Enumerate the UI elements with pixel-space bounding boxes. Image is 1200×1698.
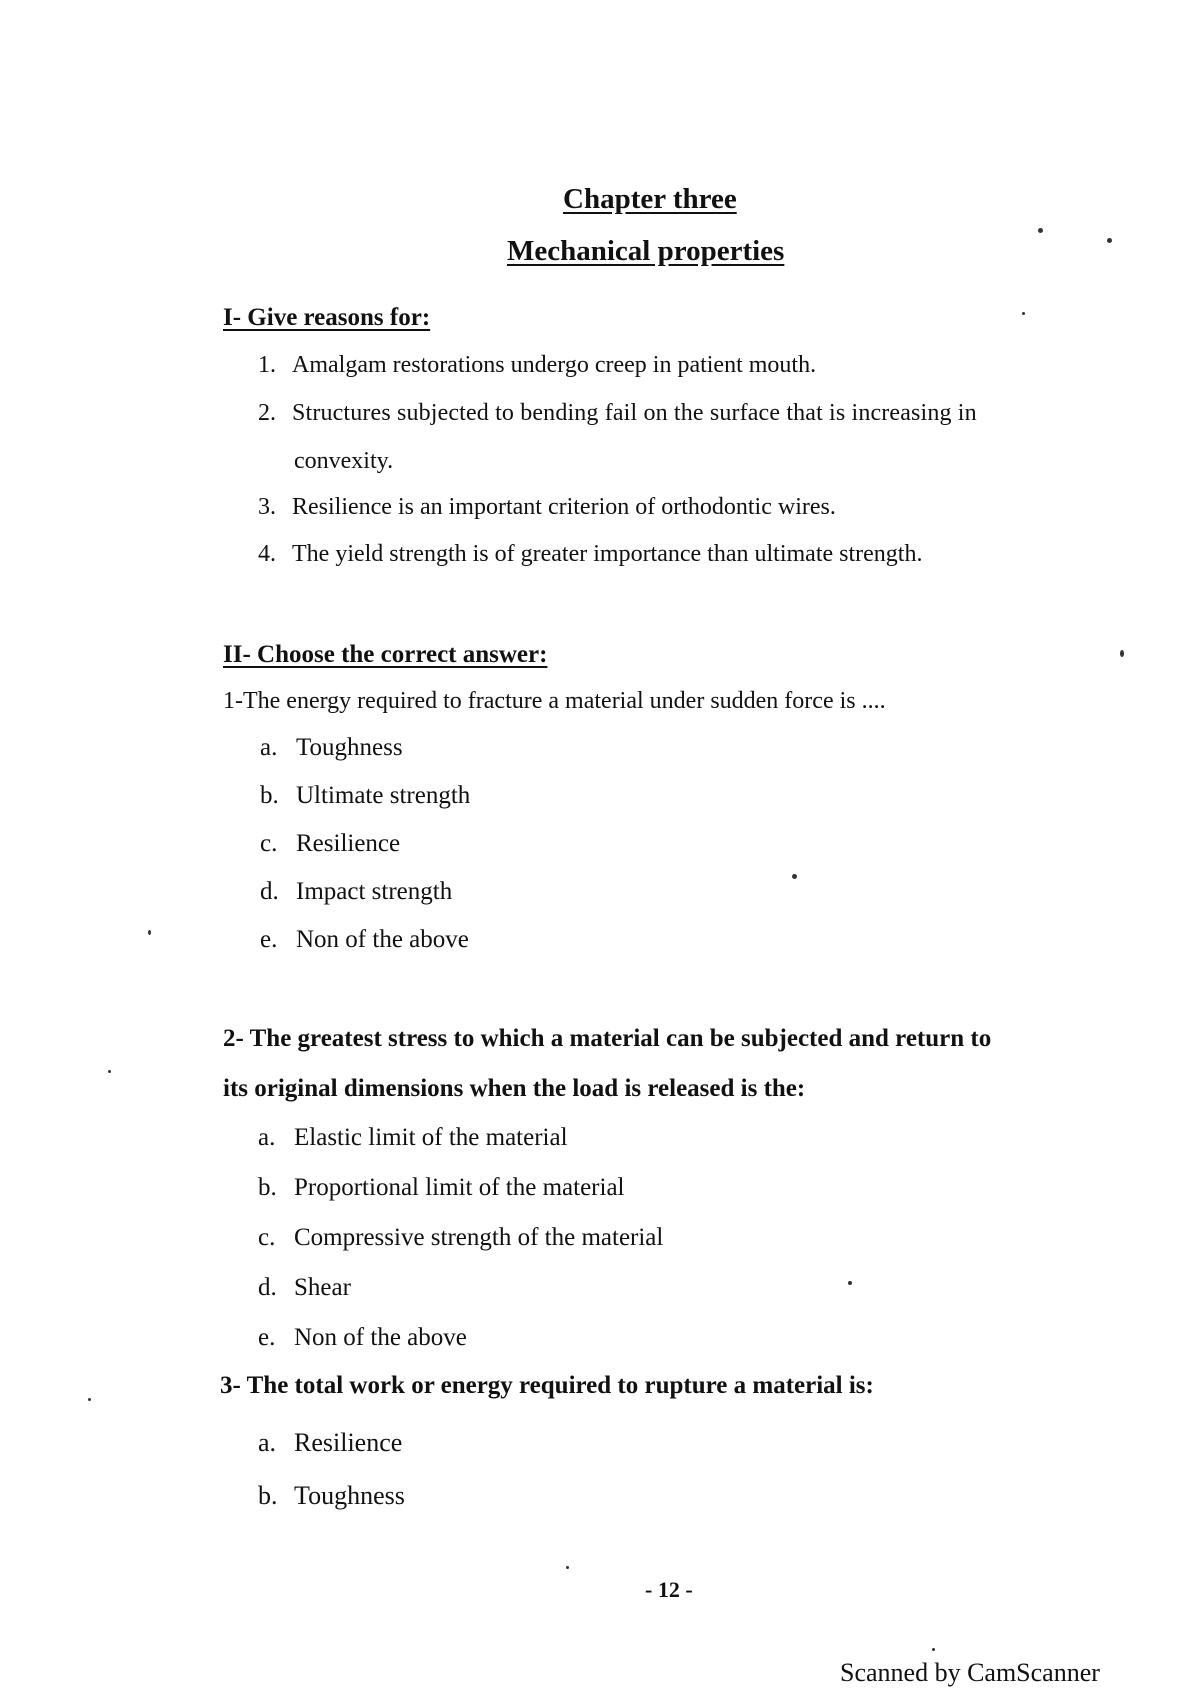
option-text: Impact strength xyxy=(296,878,453,905)
option-text: Compressive strength of the material xyxy=(294,1224,664,1251)
question-2-line-1: 2- The greatest stress to which a material can be subjected and return to xyxy=(223,1025,992,1052)
page-number: - 12 - xyxy=(645,1577,693,1602)
option-letter: c. xyxy=(260,830,278,857)
chapter-subtitle: Mechanical properties xyxy=(507,235,785,267)
option-text: Resilience xyxy=(294,1428,403,1457)
reason-number: 2. xyxy=(258,400,276,426)
reason-number: 4. xyxy=(258,541,276,567)
q2-option-c xyxy=(258,1224,663,1252)
q1-option-c xyxy=(260,830,400,858)
scan-speck xyxy=(1120,650,1124,657)
reason-item-4 xyxy=(258,541,922,568)
reason-text: Structures subjected to bending fail on the surface that is increasing in xyxy=(292,400,977,426)
q2-option-d xyxy=(258,1274,351,1302)
q3-option-b xyxy=(258,1481,405,1511)
scan-speck xyxy=(1038,228,1043,233)
q3-option-a xyxy=(258,1428,402,1458)
q2-option-b xyxy=(258,1174,624,1202)
question-3: 3- The total work or energy required to rupture a material is: xyxy=(220,1372,874,1399)
option-letter: a. xyxy=(258,1428,277,1457)
q2-option-a xyxy=(258,1124,568,1152)
reason-item-3 xyxy=(258,494,836,521)
scan-speck xyxy=(566,1566,569,1569)
question-2-line-2: its original dimensions when the load is released is the: xyxy=(223,1075,806,1102)
section-heading-mcq: II- Choose the correct answer: xyxy=(223,641,548,668)
chapter-title: Chapter three xyxy=(563,183,737,215)
q1-option-a xyxy=(260,734,403,762)
reason-item-1 xyxy=(258,352,816,379)
option-letter: d. xyxy=(258,1274,277,1301)
option-text: Proportional limit of the material xyxy=(294,1174,625,1201)
q1-option-d xyxy=(260,878,452,906)
question-1: 1-The energy required to fracture a material under sudden force is .... xyxy=(223,688,886,714)
option-letter: e. xyxy=(260,926,278,953)
option-letter: a. xyxy=(258,1124,276,1151)
scan-speck xyxy=(148,930,151,935)
q1-option-b xyxy=(260,782,470,810)
option-letter: b. xyxy=(258,1481,278,1510)
option-letter: e. xyxy=(258,1324,276,1351)
option-text: Non of the above xyxy=(294,1324,467,1351)
option-text: Elastic limit of the material xyxy=(294,1124,568,1151)
option-text: Shear xyxy=(294,1274,351,1301)
scan-speck xyxy=(88,1398,91,1401)
reason-text: The yield strength is of greater importance than ultimate strength. xyxy=(292,541,923,567)
option-letter: d. xyxy=(260,878,279,905)
reason-item-2-continuation: convexity. xyxy=(294,448,394,474)
reason-number: 3. xyxy=(258,494,276,520)
option-text: Toughness xyxy=(294,1481,405,1510)
option-text: Ultimate strength xyxy=(296,782,471,809)
scanner-watermark: Scanned by CamScanner xyxy=(840,1658,1100,1687)
option-text: Non of the above xyxy=(296,926,469,953)
scan-speck xyxy=(792,874,797,879)
option-letter: c. xyxy=(258,1224,276,1251)
q2-option-e xyxy=(258,1324,467,1352)
reason-item-2 xyxy=(258,400,1138,427)
reason-text: Amalgam restorations undergo creep in patient mouth. xyxy=(292,352,817,378)
option-letter: a. xyxy=(260,734,278,761)
scan-speck xyxy=(848,1281,852,1285)
reason-text: Resilience is an important criterion of orthodontic wires. xyxy=(292,494,836,520)
q1-option-e xyxy=(260,926,469,954)
reason-number: 1. xyxy=(258,352,276,378)
scan-speck xyxy=(932,1648,935,1651)
option-letter: b. xyxy=(260,782,279,809)
scan-speck xyxy=(1107,238,1112,243)
scan-speck xyxy=(1022,312,1025,315)
section-heading-reasons: I- Give reasons for: xyxy=(223,304,431,331)
option-text: Toughness xyxy=(296,734,403,761)
option-letter: b. xyxy=(258,1174,277,1201)
scan-speck xyxy=(108,1070,111,1073)
option-text: Resilience xyxy=(296,830,401,857)
